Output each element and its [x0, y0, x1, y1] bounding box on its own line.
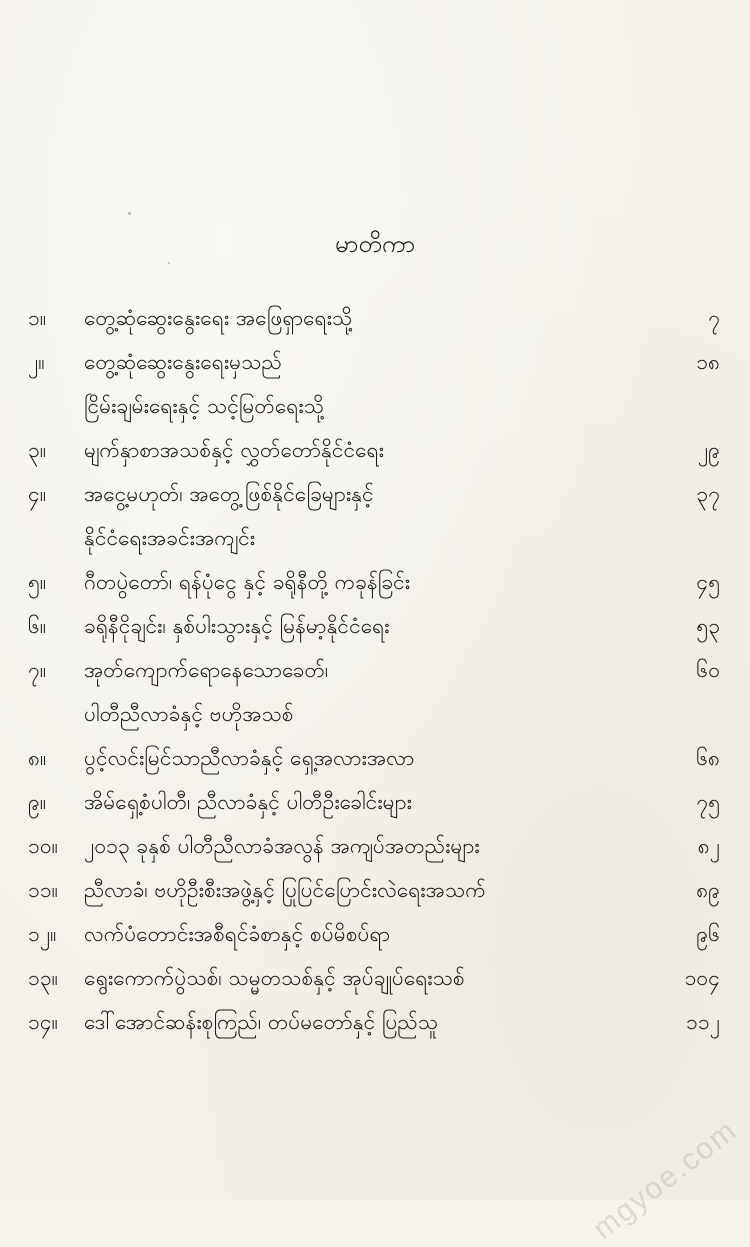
toc-entry: [0, 428, 750, 472]
toc-entry-number: ၉။: [28, 790, 47, 814]
toc-entry-page-number: ၈၂: [697, 834, 720, 858]
toc-entry: [0, 780, 750, 824]
toc-entry-title: [84, 428, 644, 472]
toc-entry-title: [84, 956, 644, 1000]
toc-entry: [0, 648, 750, 736]
toc-entry-number: ၅။: [28, 570, 47, 594]
toc-entry: [0, 824, 750, 868]
toc-entry-title: [84, 780, 644, 824]
toc-entry-title-line: အိမ်ရှေ့စံပါတီ၊ ညီလာခံနှင့် ပါတီဦးခေါင်းများ: [84, 790, 412, 814]
toc-entry-title-line: ညီလာခံ၊ ဗဟိုဦးစီးအဖွဲ့နှင့် ပြုပြင်ပြောင်းလဲရေးအသက်: [84, 878, 486, 902]
toc-entry-number: ၁၄။: [28, 1010, 58, 1034]
toc-entry: [0, 340, 750, 428]
toc-entry-number: ၇။: [28, 658, 47, 682]
toc-entry-page-number: ၉၆: [696, 922, 720, 946]
watermark: mgyoe.com: [586, 1113, 744, 1246]
toc-entry-title-line: ငြိမ်းချမ်းရေးနှင့် သင့်မြတ်ရေးသို့: [84, 394, 324, 418]
toc-entry-title: [84, 824, 644, 868]
paper-speck: [168, 262, 170, 264]
toc-entry-title-line: ရွေးကောက်ပွဲသစ်၊ သမ္မတသစ်နှင့် အုပ်ချုပ်ရေးသစ်: [84, 966, 465, 990]
toc-entry-title-line: ဂီတပွဲတော်၊ ရန်ပုံငွေ နှင့် ခရိုနီတို့ ကခုန်ခြင်း: [84, 570, 411, 594]
toc-entry-page-number: ၂၉: [697, 438, 720, 462]
toc-entry-page-number: ၁၀၄: [684, 966, 720, 990]
page-title: မာတိကာ: [334, 230, 416, 258]
toc-entry-title: [84, 296, 644, 340]
paper-speck: [128, 212, 131, 215]
bleed-through-text: [20, 18, 720, 58]
toc-entry-title-line: နိုင်ငံရေးအခင်းအကျင်း: [84, 526, 256, 550]
toc-entry-title: [84, 604, 644, 648]
toc-entry-title-line: အုတ်ကျောက်ရောနေသောခေတ်၊: [84, 658, 329, 682]
toc-entry: [0, 560, 750, 604]
toc-entry-page-number: ၁၈: [696, 350, 720, 374]
toc-entry-title-line: ဒေါ်အောင်ဆန်းစုကြည်၊ တပ်မတော်နှင့် ပြည်သူ: [84, 1010, 439, 1034]
toc-entry-page-number: ၆၈: [696, 746, 720, 770]
toc-entry-number: ၃။: [28, 438, 47, 462]
toc-entry-title: [84, 912, 644, 956]
toc-entry-title-line: ခရိုနီငိုချင်း၊ နှစ်ပါးသွားနှင့် မြန်မာ့နိုင်ငံရေး: [84, 614, 390, 638]
toc-entry-title-line: ပါတီညီလာခံနှင့် ဗဟိုအသစ်: [84, 702, 294, 726]
toc-entry-title-line: တွေ့ဆုံဆွေးနွေးရေးမှသည်: [84, 350, 282, 374]
toc-entry-title: [84, 560, 644, 604]
toc-entry-title: [84, 868, 644, 912]
toc-entry-page-number: ၁၁၂: [686, 1010, 720, 1034]
toc-entry-number: ၁၃။: [28, 966, 58, 990]
toc-entry-page-number: ၄၅: [696, 570, 720, 594]
toc-entry-number: ၂။: [28, 350, 45, 374]
toc-entry-page-number: ၃၇: [696, 482, 720, 506]
toc-entry-number: ၁၀။: [28, 834, 58, 858]
toc-entry-title-line: လက်ပံတောင်းအစီရင်ခံစာနှင့် စပ်မိစပ်ရာ: [84, 922, 391, 946]
toc-entry-title-line: ပွင့်လင်းမြင်သာညီလာခံနှင့် ရှေ့အလားအလာ: [84, 746, 415, 770]
toc-entry-title: [84, 1000, 644, 1044]
toc-entry-title-line: ၂၀၁၃ ခုနှစ် ပါတီညီလာခံအလွန် အကျပ်အတည်းများ: [84, 834, 480, 858]
toc-entry-title: [84, 648, 644, 736]
toc-entry-number: ၁၁။: [28, 878, 58, 902]
toc-entry-page-number: ၆၀: [696, 658, 720, 682]
toc-entry: [0, 472, 750, 560]
toc-entry-title-line: အငွေ့မဟုတ်၊ အတွေ့ဖြစ်နိုင်ခြေများနှင့်: [84, 482, 374, 506]
toc-entry-page-number: ၇၅: [696, 790, 720, 814]
toc-entry: [0, 604, 750, 648]
toc-entry: [0, 736, 750, 780]
toc-entry: [0, 956, 750, 1000]
toc-entry-title: [84, 340, 644, 428]
toc-entry-number: ၁၂။: [28, 922, 57, 946]
toc-entry-number: ၆။: [28, 614, 47, 638]
toc-entry-title: [84, 736, 644, 780]
toc-entry-number: ၈။: [28, 746, 47, 770]
toc-entry-title-line: မျက်နှာစာအသစ်နှင့် လွှတ်တော်နိုင်ငံရေး: [84, 438, 384, 462]
toc-entry-title: [84, 472, 644, 560]
toc-entry-title-line: တွေ့ဆုံဆွေးနွေးရေး အဖြေရှာရေးသို့: [84, 306, 353, 330]
table-of-contents: [0, 296, 750, 1044]
toc-entry-page-number: ၈၉: [696, 878, 720, 902]
toc-entry: [0, 868, 750, 912]
toc-entry-page-number: ၅၃: [696, 614, 720, 638]
toc-entry: [0, 912, 750, 956]
toc-entry-number: ၄။: [28, 482, 47, 506]
toc-entry: [0, 1000, 750, 1044]
toc-entry-number: ၁။: [28, 306, 47, 330]
toc-entry: [0, 296, 750, 340]
toc-entry-page-number: ၇: [708, 306, 720, 330]
